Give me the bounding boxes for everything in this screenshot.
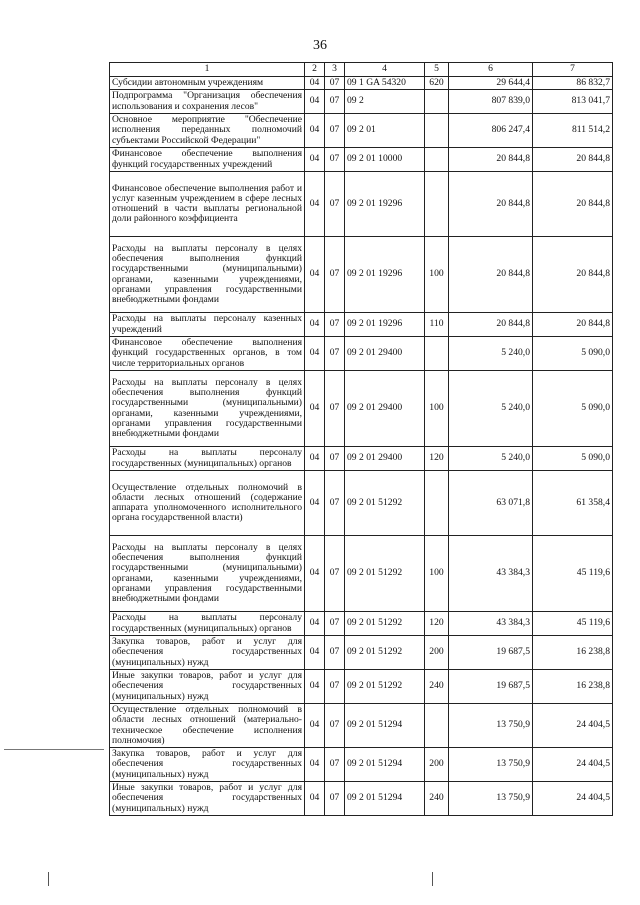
table-row: [110, 782, 613, 816]
row-name: Финансовое обеспечение выполнения работ и услуг казенным учреждением в сфере лесных отношений в части выплаты региональной доли районного коэффициента: [110, 172, 305, 237]
row-target-code: 09 2 01 51294: [345, 748, 425, 782]
row-subsection: 07: [325, 371, 345, 447]
row-amount-year1: 5 240,0: [449, 371, 533, 447]
row-name: Основное мероприятие "Обеспечение исполнения переданных полномочий субъектами Российской Федерации": [110, 114, 305, 148]
row-amount-year1: 13 750,9: [449, 748, 533, 782]
table-row: [110, 536, 613, 612]
budget-table: [109, 62, 613, 816]
row-subsection: 07: [325, 471, 345, 536]
row-amount-year2: 5 090,0: [533, 337, 613, 371]
row-target-code: 09 2 01 51292: [345, 612, 425, 636]
row-name: Иные закупки товаров, работ и услуг для обеспечения государственных (муниципальных) нужд: [110, 782, 305, 816]
row-amount-year2: 45 119,6: [533, 536, 613, 612]
row-target-code: 09 2 01 10000: [345, 148, 425, 172]
row-amount-year2: 24 404,5: [533, 748, 613, 782]
row-target-code: 09 2 01 51294: [345, 782, 425, 816]
row-section: 04: [305, 237, 325, 313]
row-amount-year2: 61 358,4: [533, 471, 613, 536]
row-subsection: 07: [325, 670, 345, 704]
row-name: Закупка товаров, работ и услуг для обеспечения государственных (муниципальных) нужд: [110, 748, 305, 782]
column-header: 1: [110, 63, 305, 77]
row-expense-type: 100: [425, 371, 449, 447]
row-section: 04: [305, 536, 325, 612]
row-section: 04: [305, 670, 325, 704]
column-header: 5: [425, 63, 449, 77]
row-section: 04: [305, 114, 325, 148]
margin-tick: [432, 872, 433, 886]
row-amount-year2: 16 238,8: [533, 636, 613, 670]
margin-tick: [48, 872, 49, 886]
row-name: Расходы на выплаты персоналу в целях обеспечения выполнения функций государственными (муниципальными) органами, казенными учреждениями, органами управления государственными внебюджетными фондами: [110, 371, 305, 447]
row-target-code: 09 2 01 19296: [345, 172, 425, 237]
row-amount-year2: 24 404,5: [533, 782, 613, 816]
row-amount-year1: 807 839,0: [449, 90, 533, 114]
row-amount-year1: 5 240,0: [449, 337, 533, 371]
row-section: 04: [305, 704, 325, 748]
row-section: 04: [305, 782, 325, 816]
row-expense-type: [425, 337, 449, 371]
row-expense-type: 240: [425, 782, 449, 816]
table-row: [110, 77, 613, 90]
row-subsection: 07: [325, 148, 345, 172]
row-section: 04: [305, 172, 325, 237]
row-target-code: 09 1 GA 54320: [345, 77, 425, 90]
row-subsection: 07: [325, 337, 345, 371]
column-header: 6: [449, 63, 533, 77]
row-section: 04: [305, 77, 325, 90]
row-amount-year1: 5 240,0: [449, 447, 533, 471]
row-expense-type: [425, 148, 449, 172]
column-header: 7: [533, 63, 613, 77]
column-header: 3: [325, 63, 345, 77]
row-name: Подпрограмма "Организация обеспечения использования и сохранения лесов": [110, 90, 305, 114]
row-target-code: 09 2 01 51292: [345, 636, 425, 670]
row-subsection: 07: [325, 313, 345, 337]
row-subsection: 07: [325, 704, 345, 748]
row-amount-year1: 20 844,8: [449, 313, 533, 337]
row-amount-year2: 20 844,8: [533, 237, 613, 313]
table-row: [110, 90, 613, 114]
row-amount-year2: 16 238,8: [533, 670, 613, 704]
row-expense-type: [425, 471, 449, 536]
row-subsection: 07: [325, 782, 345, 816]
row-amount-year1: 806 247,4: [449, 114, 533, 148]
row-target-code: 09 2 01 51294: [345, 704, 425, 748]
header-row: [110, 63, 613, 77]
row-expense-type: 200: [425, 636, 449, 670]
row-section: 04: [305, 313, 325, 337]
row-name: Иные закупки товаров, работ и услуг для обеспечения государственных (муниципальных) нужд: [110, 670, 305, 704]
row-name: Осуществление отдельных полномочий в области лесных отношений (содержание аппарата уполномоченного исполнительного органа государственной власти): [110, 471, 305, 536]
table-row: [110, 148, 613, 172]
row-amount-year1: 63 071,8: [449, 471, 533, 536]
row-amount-year1: 13 750,9: [449, 704, 533, 748]
row-amount-year1: 20 844,8: [449, 237, 533, 313]
row-name: Расходы на выплаты персоналу казенных учреждений: [110, 313, 305, 337]
row-expense-type: [425, 172, 449, 237]
row-amount-year2: 45 119,6: [533, 612, 613, 636]
row-target-code: 09 2 01 29400: [345, 371, 425, 447]
row-amount-year2: 20 844,8: [533, 313, 613, 337]
row-subsection: 07: [325, 114, 345, 148]
table-row: [110, 670, 613, 704]
row-name: Расходы на выплаты персоналу в целях обеспечения выполнения функций государственными (муниципальными) органами, казенными учреждениями, органами управления государственными внебюджетными фондами: [110, 536, 305, 612]
row-amount-year1: 43 384,3: [449, 612, 533, 636]
table-row: [110, 114, 613, 148]
row-expense-type: 240: [425, 670, 449, 704]
row-expense-type: 200: [425, 748, 449, 782]
table-row: [110, 636, 613, 670]
row-subsection: 07: [325, 536, 345, 612]
row-subsection: 07: [325, 636, 345, 670]
column-header: 4: [345, 63, 425, 77]
table-row: [110, 704, 613, 748]
row-target-code: 09 2 01 19296: [345, 313, 425, 337]
row-target-code: 09 2 01 19296: [345, 237, 425, 313]
row-section: 04: [305, 148, 325, 172]
row-name: Расходы на выплаты персоналу в целях обеспечения выполнения функций государственными (муниципальными) органами, казенными учреждениями, органами управления государственными внебюджетными фондами: [110, 237, 305, 313]
row-name: Финансовое обеспечение выполнения функций государственных органов, в том числе территориальных органов: [110, 337, 305, 371]
row-amount-year2: 5 090,0: [533, 447, 613, 471]
row-target-code: 09 2 01: [345, 114, 425, 148]
row-expense-type: [425, 114, 449, 148]
table-row: [110, 447, 613, 471]
row-subsection: 07: [325, 90, 345, 114]
row-amount-year2: 20 844,8: [533, 172, 613, 237]
row-expense-type: [425, 704, 449, 748]
row-amount-year1: 13 750,9: [449, 782, 533, 816]
row-expense-type: 100: [425, 536, 449, 612]
row-name: Финансовое обеспечение выполнения функций государственных учреждений: [110, 148, 305, 172]
row-target-code: 09 2 01 51292: [345, 670, 425, 704]
row-subsection: 07: [325, 172, 345, 237]
table-row: [110, 337, 613, 371]
row-target-code: 09 2 01 51292: [345, 471, 425, 536]
row-amount-year1: 43 384,3: [449, 536, 533, 612]
row-expense-type: 620: [425, 77, 449, 90]
page-number: 36: [313, 38, 327, 53]
row-section: 04: [305, 636, 325, 670]
table-row: [110, 612, 613, 636]
row-target-code: 09 2 01 29400: [345, 337, 425, 371]
row-expense-type: 120: [425, 447, 449, 471]
column-header: 2: [305, 63, 325, 77]
row-amount-year1: 20 844,8: [449, 148, 533, 172]
row-name: Расходы на выплаты персоналу государственных (муниципальных) органов: [110, 612, 305, 636]
row-name: Закупка товаров, работ и услуг для обеспечения государственных (муниципальных) нужд: [110, 636, 305, 670]
row-subsection: 07: [325, 237, 345, 313]
row-section: 04: [305, 748, 325, 782]
row-section: 04: [305, 447, 325, 471]
row-subsection: 07: [325, 612, 345, 636]
table-row: [110, 748, 613, 782]
row-amount-year2: 86 832,7: [533, 77, 613, 90]
row-amount-year2: 20 844,8: [533, 148, 613, 172]
row-amount-year1: 19 687,5: [449, 636, 533, 670]
row-name: Осуществление отдельных полномочий в области лесных отношений (материально-техническое обеспечение исполнения полномочия): [110, 704, 305, 748]
table-row: [110, 172, 613, 237]
row-expense-type: [425, 90, 449, 114]
row-name: Субсидии автономным учреждениям: [110, 77, 305, 90]
row-section: 04: [305, 371, 325, 447]
table-row: [110, 237, 613, 313]
row-section: 04: [305, 612, 325, 636]
row-target-code: 09 2: [345, 90, 425, 114]
row-expense-type: 110: [425, 313, 449, 337]
table-row: [110, 471, 613, 536]
table-row: [110, 313, 613, 337]
row-section: 04: [305, 471, 325, 536]
row-amount-year2: 5 090,0: [533, 371, 613, 447]
margin-line: [4, 749, 104, 750]
row-section: 04: [305, 90, 325, 114]
row-expense-type: 100: [425, 237, 449, 313]
row-subsection: 07: [325, 447, 345, 471]
row-amount-year2: 811 514,2: [533, 114, 613, 148]
row-section: 04: [305, 337, 325, 371]
row-amount-year1: 29 644,4: [449, 77, 533, 90]
row-target-code: 09 2 01 51292: [345, 536, 425, 612]
row-amount-year1: 19 687,5: [449, 670, 533, 704]
row-subsection: 07: [325, 748, 345, 782]
row-amount-year2: 813 041,7: [533, 90, 613, 114]
row-subsection: 07: [325, 77, 345, 90]
row-amount-year2: 24 404,5: [533, 704, 613, 748]
table-row: [110, 371, 613, 447]
row-name: Расходы на выплаты персоналу государственных (муниципальных) органов: [110, 447, 305, 471]
row-amount-year1: 20 844,8: [449, 172, 533, 237]
row-expense-type: 120: [425, 612, 449, 636]
row-target-code: 09 2 01 29400: [345, 447, 425, 471]
